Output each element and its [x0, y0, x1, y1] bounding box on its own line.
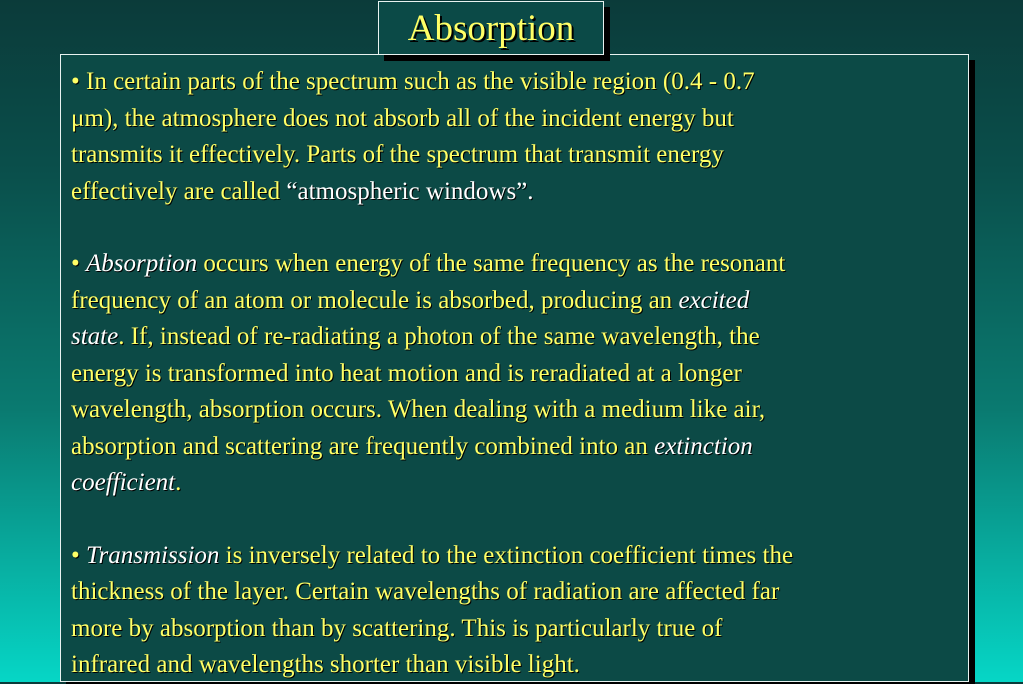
content-box — [60, 54, 969, 682]
bullet-3-line-3: more by absorption than by scattering. This is particularly true of — [71, 614, 723, 642]
excited-term: excited — [678, 286, 750, 314]
bullet-2 — [71, 246, 968, 502]
bullet-1-line-1: In certain parts of the spectrum such as the visible region (0.4 - 0.7 — [86, 68, 755, 95]
bullet-3-line-2: thickness of the layer. Certain wavelengths of radiation are affected far — [71, 578, 780, 605]
bullet-marker: • — [71, 541, 87, 569]
bullet-1-line-2: μm), the atmosphere does not absorb all of the incident energy but — [71, 104, 734, 132]
bullet-marker: • — [71, 68, 87, 95]
bullet-1-line-3: transmits it effectively. Parts of the spectrum that transmit energy — [71, 141, 724, 168]
atmospheric-windows-term: “atmospheric windows”. — [286, 177, 534, 205]
slide-title: Absorption — [407, 7, 575, 49]
extinction-term: extinction — [654, 432, 753, 460]
bullet-1-line-4: effectively are called — [71, 177, 287, 205]
bullet-2-line-4: energy is transformed into heat motion and is reradiated at a longer — [71, 359, 742, 387]
coefficient-term: coefficient — [71, 469, 176, 496]
bullet-2-line-1: occurs when energy of the same frequency as the resonant — [197, 250, 786, 277]
bullet-3 — [71, 538, 968, 684]
bullet-3-line-4: infrared and wavelengths shorter than visible light. — [71, 651, 580, 678]
title-box — [378, 1, 604, 55]
bullet-3-line-1: is inversely related to the extinction coefficient times the — [219, 541, 794, 569]
state-term: state — [71, 323, 119, 350]
bullet-2-line-6: absorption and scattering are frequently combined into an — [71, 432, 655, 460]
bullet-2-line-7: . — [175, 469, 182, 496]
bullet-1 — [71, 64, 968, 210]
absorption-term: Absorption — [86, 250, 198, 277]
bullet-2-line-5: wavelength, absorption occurs. When dealing with a medium like air, — [71, 396, 766, 423]
transmission-term: Transmission — [86, 541, 220, 569]
bullet-2-line-2: frequency of an atom or molecule is absorbed, producing an — [71, 286, 679, 314]
bullet-2-line-3: . If, instead of re-radiating a photon of the same wavelength, the — [118, 323, 760, 350]
bullet-marker: • — [71, 250, 87, 277]
